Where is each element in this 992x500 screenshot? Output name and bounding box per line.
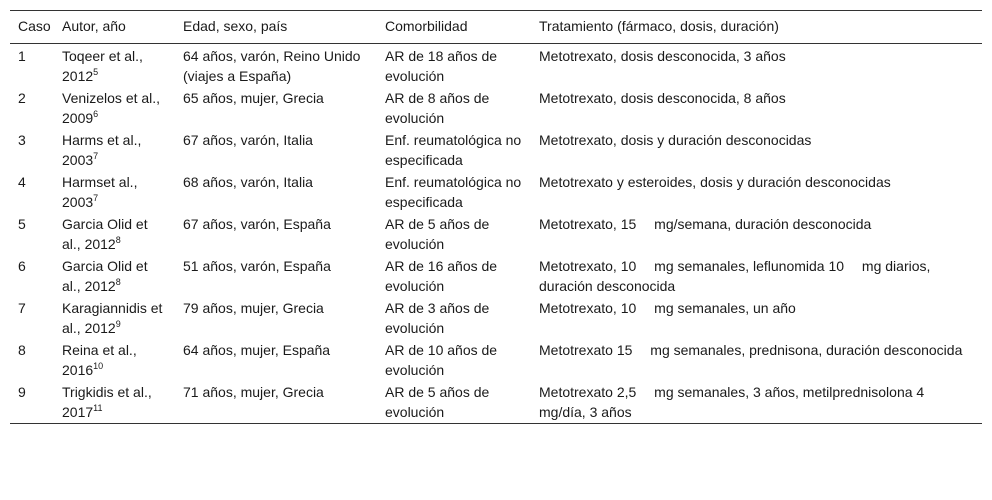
caso-number: 6 (18, 258, 26, 274)
header-row (10, 11, 982, 44)
author-text: Reina et al., 2016 (62, 342, 137, 378)
reference-number: 8 (115, 277, 121, 287)
cell-caso (10, 170, 54, 212)
reference-number: 7 (93, 193, 99, 203)
edad-text: 67 años, varón, Italia (183, 132, 313, 148)
tratamiento-text: Metotrexato, dosis desconocida, 3 años (539, 48, 786, 64)
cell-autor (54, 380, 175, 424)
cell-tratamiento (531, 170, 982, 212)
cell-tratamiento (531, 212, 982, 254)
caso-number: 7 (18, 300, 26, 316)
cell-caso (10, 338, 54, 380)
reference-number: 7 (93, 151, 99, 161)
cell-tratamiento (531, 296, 982, 338)
cell-autor (54, 44, 175, 87)
table-row (10, 338, 982, 380)
cell-edad (175, 86, 377, 128)
table-header (10, 11, 982, 44)
caso-number: 9 (18, 384, 26, 400)
cell-edad (175, 44, 377, 87)
tratamiento-text: Metotrexato 15 mg semanales, prednisona, duración desconocida (539, 342, 963, 358)
cell-autor (54, 338, 175, 380)
cell-caso (10, 254, 54, 296)
cell-tratamiento (531, 254, 982, 296)
table-row (10, 212, 982, 254)
caso-number: 2 (18, 90, 26, 106)
table-row (10, 296, 982, 338)
header-tratamiento: Tratamiento (fármaco, dosis, duración) (531, 11, 982, 44)
cell-comorbilidad (377, 254, 531, 296)
case-table-container (10, 10, 982, 424)
cell-edad (175, 212, 377, 254)
cell-edad (175, 254, 377, 296)
cell-edad (175, 296, 377, 338)
table-row (10, 86, 982, 128)
caso-number: 8 (18, 342, 26, 358)
author-text: Venizelos et al., 2009 (62, 90, 161, 126)
edad-text: 51 años, varón, España (183, 258, 331, 274)
cell-comorbilidad (377, 170, 531, 212)
author-text: Trigkidis et al., 2017 (62, 384, 152, 420)
table-body (10, 44, 982, 424)
cell-caso (10, 86, 54, 128)
table-row (10, 128, 982, 170)
cell-comorbilidad (377, 338, 531, 380)
cell-caso (10, 212, 54, 254)
cell-autor (54, 296, 175, 338)
cell-caso (10, 44, 54, 87)
cell-autor (54, 86, 175, 128)
header-caso: Caso (10, 11, 54, 44)
cell-edad (175, 380, 377, 424)
edad-text: 68 años, varón, Italia (183, 174, 313, 190)
comorbilidad-text: Enf. reumatológica no especificada (385, 174, 522, 210)
cell-comorbilidad (377, 44, 531, 87)
author-text: Harmset al., 2003 (62, 174, 138, 210)
reference-number: 6 (93, 109, 99, 119)
tratamiento-text: Metotrexato y esteroides, dosis y duración desconocidas (539, 174, 891, 190)
comorbilidad-text: AR de 16 años de evolución (385, 258, 498, 294)
author-text: Garcia Olid et al., 2012 (62, 216, 148, 252)
cell-edad (175, 338, 377, 380)
cell-autor (54, 128, 175, 170)
table-row (10, 44, 982, 87)
author-text: Harms et al., 2003 (62, 132, 142, 168)
edad-text: 67 años, varón, España (183, 216, 331, 232)
table-row (10, 380, 982, 424)
cell-tratamiento (531, 44, 982, 87)
caso-number: 3 (18, 132, 26, 148)
reference-number: 5 (93, 67, 99, 77)
cell-comorbilidad (377, 296, 531, 338)
edad-text: 64 años, varón, Reino Unido (viajes a España) (183, 48, 361, 84)
comorbilidad-text: AR de 5 años de evolución (385, 216, 490, 252)
comorbilidad-text: AR de 5 años de evolución (385, 384, 490, 420)
cell-comorbilidad (377, 86, 531, 128)
table-row (10, 170, 982, 212)
caso-number: 4 (18, 174, 26, 190)
tratamiento-text: Metotrexato, dosis desconocida, 8 años (539, 90, 786, 106)
reference-number: 8 (115, 235, 121, 245)
cell-caso (10, 296, 54, 338)
author-text: Garcia Olid et al., 2012 (62, 258, 148, 294)
header-edad: Edad, sexo, país (175, 11, 377, 44)
header-comorbilidad: Comorbilidad (377, 11, 531, 44)
case-table (10, 10, 982, 424)
author-text: Toqeer et al., 2012 (62, 48, 143, 84)
edad-text: 79 años, mujer, Grecia (183, 300, 324, 316)
cell-tratamiento (531, 338, 982, 380)
tratamiento-text: Metotrexato, 10 mg semanales, leflunomida 10 mg diarios, duración desconocida (539, 258, 931, 294)
comorbilidad-text: AR de 10 años de evolución (385, 342, 498, 378)
reference-number: 10 (93, 361, 104, 371)
author-text: Karagiannidis et al., 2012 (62, 300, 163, 336)
cell-comorbilidad (377, 380, 531, 424)
cell-autor (54, 170, 175, 212)
comorbilidad-text: AR de 3 años de evolución (385, 300, 490, 336)
cell-caso (10, 128, 54, 170)
edad-text: 71 años, mujer, Grecia (183, 384, 324, 400)
cell-comorbilidad (377, 128, 531, 170)
reference-number: 9 (115, 319, 121, 329)
comorbilidad-text: AR de 18 años de evolución (385, 48, 498, 84)
cell-tratamiento (531, 86, 982, 128)
tratamiento-text: Metotrexato, 10 mg semanales, un año (539, 300, 796, 316)
tratamiento-text: Metotrexato, dosis y duración desconocidas (539, 132, 812, 148)
tratamiento-text: Metotrexato 2,5 mg semanales, 3 años, metilprednisolona 4 mg/día, 3 años (539, 384, 939, 420)
comorbilidad-text: AR de 8 años de evolución (385, 90, 490, 126)
edad-text: 64 años, mujer, España (183, 342, 331, 358)
cell-tratamiento (531, 380, 982, 424)
header-autor: Autor, año (54, 11, 175, 44)
edad-text: 65 años, mujer, Grecia (183, 90, 324, 106)
cell-edad (175, 128, 377, 170)
comorbilidad-text: Enf. reumatológica no especificada (385, 132, 522, 168)
cell-comorbilidad (377, 212, 531, 254)
cell-tratamiento (531, 128, 982, 170)
cell-autor (54, 212, 175, 254)
table-row (10, 254, 982, 296)
cell-autor (54, 254, 175, 296)
cell-caso (10, 380, 54, 424)
caso-number: 5 (18, 216, 26, 232)
cell-edad (175, 170, 377, 212)
tratamiento-text: Metotrexato, 15 mg/semana, duración desconocida (539, 216, 872, 232)
reference-number: 11 (93, 403, 103, 413)
caso-number: 1 (18, 48, 26, 64)
